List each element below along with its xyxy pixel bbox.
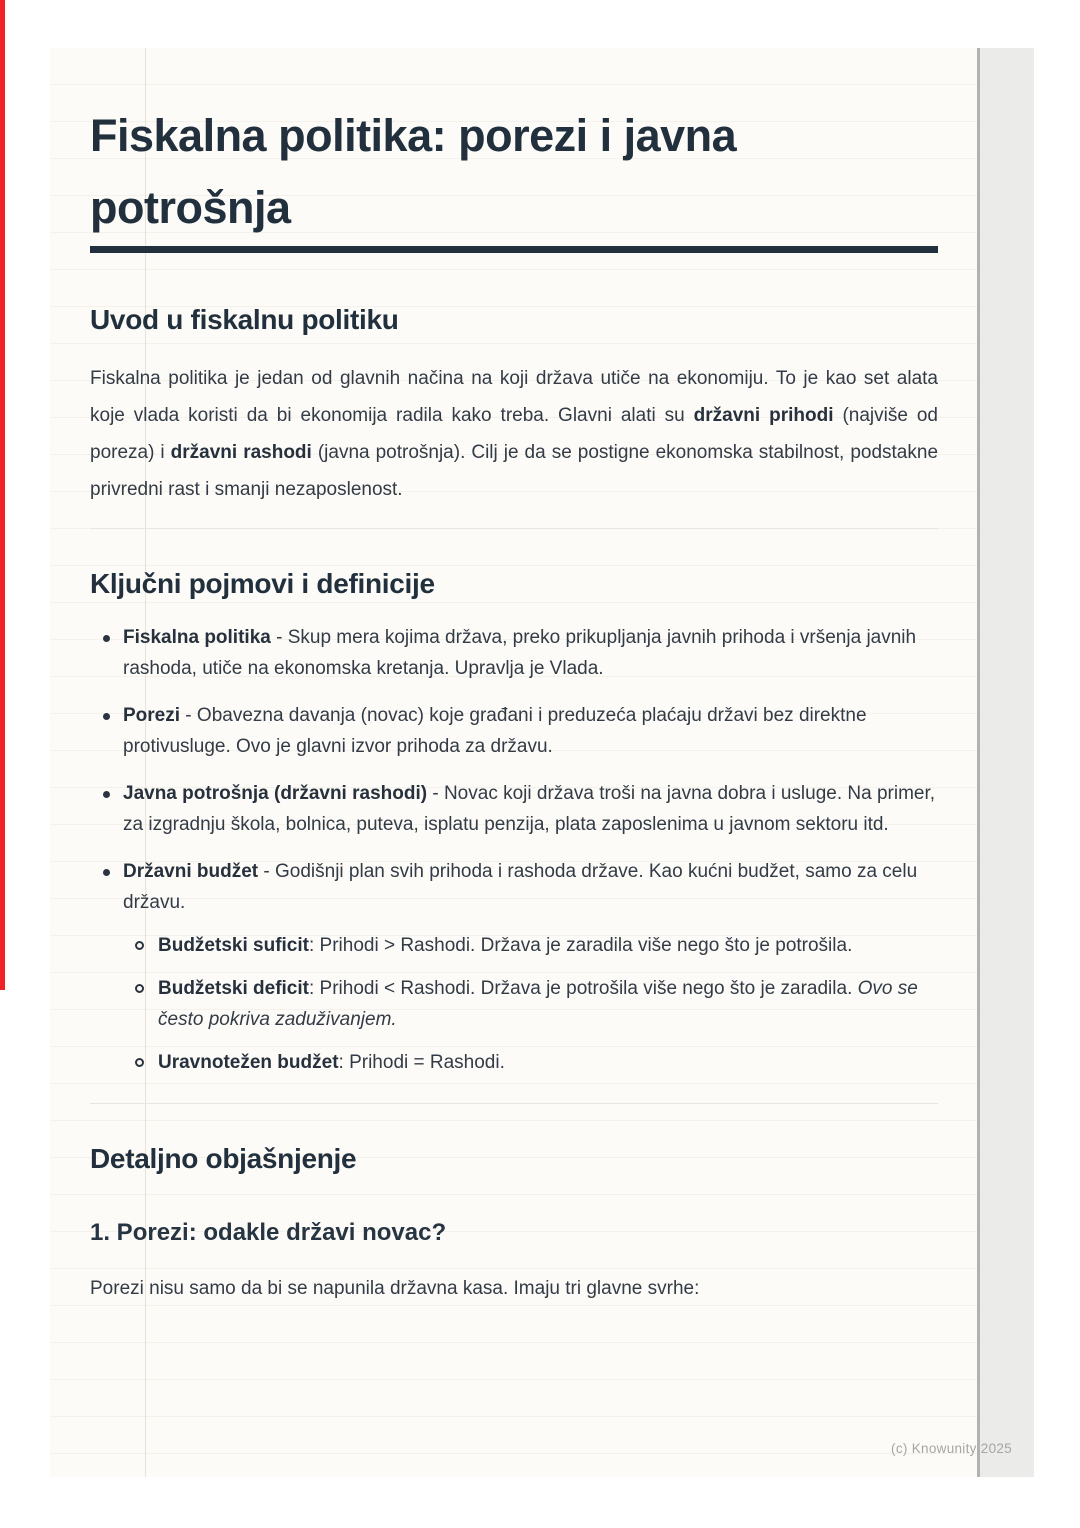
list-item-text	[123, 700, 938, 762]
title-rule	[90, 246, 938, 253]
section-divider	[90, 528, 938, 529]
sub-list-item	[123, 1047, 938, 1078]
taxes-intro-paragraph: Porezi nisu samo da bi se napunila državna kasa. Imaju tri glavne svrhe:	[90, 1278, 700, 1299]
bullet-icon	[103, 869, 110, 876]
bullet-icon	[103, 791, 110, 798]
subsection-heading-taxes: 1. Porezi: odakle državi novac?	[90, 1219, 447, 1246]
sub-list-item	[123, 930, 938, 961]
term-label: Državni budžet	[123, 861, 259, 882]
sub-item-text	[158, 930, 938, 961]
term-label: Uravnotežen budžet	[158, 1052, 339, 1073]
term-label: Porezi	[123, 705, 181, 726]
key-terms-list	[90, 622, 938, 1078]
section-divider	[90, 1103, 938, 1104]
term-definition: : Prihodi > Rashodi. Država je zaradila više nego što je potrošila.	[308, 935, 853, 956]
next-page-edge-strip	[977, 48, 1034, 1477]
term-definition: - Skup mera kojima država, preko prikupljanja javnih prihoda i vršenja javnih rashoda, utiče na ekonomska kretanja. Upravlja je Vlada.	[123, 627, 917, 679]
document-page	[50, 48, 977, 1477]
term-label: Javna potrošnja (državni rashodi)	[123, 783, 428, 804]
intro-bold-term-1: državni prihodi	[693, 405, 834, 426]
circle-bullet-icon	[135, 941, 144, 950]
list-item	[90, 622, 938, 684]
bullet-icon	[103, 713, 110, 720]
intro-text-2: (najviše od poreza) i	[90, 405, 938, 463]
list-item-text	[123, 856, 938, 1078]
list-item	[90, 856, 938, 1078]
term-label: Budžetski suficit	[158, 935, 309, 956]
list-item-text	[123, 778, 938, 840]
term-definition: - Godišnji plan svih prihoda i rashoda države. Kao kućni budžet, samo za celu državu.	[123, 861, 918, 913]
intro-text-1: Fiskalna politika je jedan od glavnih načina na koji država utiče na ekonomiju. To je kao set alata koje vlada koristi da bi ekonomija radila kako treba. Glavni alati su	[90, 368, 938, 426]
term-definition: - Obavezna davanja (novac) koje građani i preduzeća plaćaju državi bez direktne protivusluge. Ovo je glavni izvor prihoda za državu.	[123, 705, 867, 757]
watermark: (c) Knowunity 2025	[891, 1441, 1012, 1456]
budget-sublist	[123, 930, 938, 1078]
intro-bold-term-2: državni rashodi	[170, 442, 312, 463]
page-title: Fiskalna politika: porezi i javna potrošnja	[90, 110, 737, 233]
intro-text-3: (javna potrošnja). Cilj je da se postigne ekonomska stabilnost, podstakne privredni rast i smanji nezaposlenost.	[90, 442, 939, 500]
document-content	[90, 100, 938, 1304]
list-item	[90, 778, 938, 840]
intro-paragraph	[90, 360, 938, 508]
sub-list-item	[123, 973, 938, 1035]
bullet-icon	[103, 635, 110, 642]
term-label: Fiskalna politika	[123, 627, 271, 648]
circle-bullet-icon	[135, 984, 144, 993]
sub-item-text	[158, 973, 938, 1035]
sub-item-text	[158, 1047, 938, 1078]
list-item	[90, 700, 938, 762]
list-item-text	[123, 622, 938, 684]
term-definition: : Prihodi = Rashodi.	[338, 1052, 505, 1073]
term-note-italic: Ovo se često pokriva zaduživanjem.	[158, 978, 918, 1030]
term-definition: : Prihodi < Rashodi. Država je potrošila više nego što je zaradila.	[308, 978, 858, 999]
section-heading-details: Detaljno objašnjenje	[90, 1143, 357, 1174]
circle-bullet-icon	[135, 1058, 144, 1067]
term-label: Budžetski deficit	[158, 978, 309, 999]
term-definition: - Novac koji država troši na javna dobra i usluge. Na primer, za izgradnju škola, bolnica, puteva, isplatu penzija, plata zaposlenima u javnom sektoru itd.	[123, 783, 936, 835]
section-heading-intro: Uvod u fiskalnu politiku	[90, 304, 399, 335]
left-edge-red-marker	[0, 0, 5, 990]
section-heading-key-terms: Ključni pojmovi i definicije	[90, 568, 435, 599]
